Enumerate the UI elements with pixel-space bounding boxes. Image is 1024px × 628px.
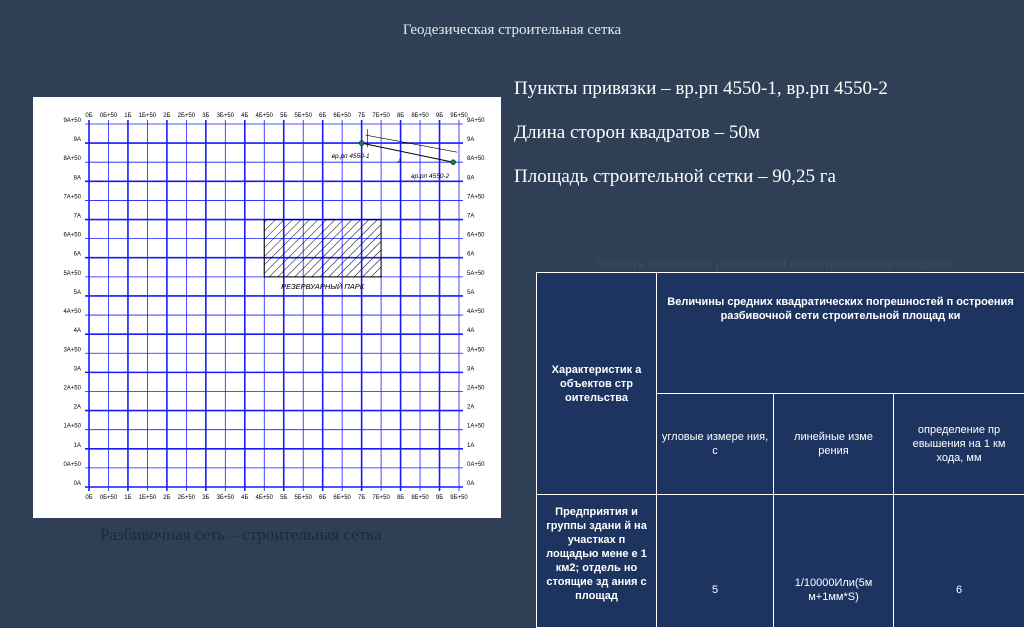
col-label-top: 7Б+50 xyxy=(372,113,390,119)
header-linear: линейные изме рения xyxy=(774,394,894,495)
col-label-bottom: 6Б+50 xyxy=(333,495,351,501)
table-row xyxy=(537,495,1024,628)
row-label-left: 9А+50 xyxy=(63,118,81,124)
reservoir-park-zone xyxy=(264,220,381,277)
col-label-bottom: 8Б xyxy=(397,495,404,501)
row-label-left: 4А+50 xyxy=(63,309,81,315)
row-label-right: 0А xyxy=(467,481,474,487)
row-label-left: 2А xyxy=(74,405,81,411)
row-label-right: 2А xyxy=(467,405,474,411)
col-label-bottom: 9Б xyxy=(436,495,443,501)
col-label-top: 1Б+50 xyxy=(139,113,157,119)
header-objects: Характеристик а объектов стр оительства xyxy=(537,273,657,495)
benchmark-2-label: вр.рп 4550-2 xyxy=(411,173,449,180)
header-height: определение пр евышения на 1 км хода, мм xyxy=(894,394,1024,495)
row-label-right: 9А+50 xyxy=(467,118,485,124)
row-label-left: 2А+50 xyxy=(63,385,81,391)
col-label-bottom: 4Б xyxy=(241,495,248,501)
row-label-right: 8А+50 xyxy=(467,156,485,162)
row-label-right: 1А+50 xyxy=(467,424,485,430)
col-label-top: 9Б+50 xyxy=(450,113,468,119)
row-label-left: 8А+50 xyxy=(63,156,81,162)
row-label-left: 3А xyxy=(74,366,81,372)
col-label-top: 1Б xyxy=(124,113,131,119)
col-label-bottom: 3Б+50 xyxy=(217,495,235,501)
accuracy-table xyxy=(536,272,1024,628)
col-label-top: 7Б xyxy=(358,113,365,119)
row-label-right: 4А xyxy=(467,328,474,334)
reservoir-park-label: РЕЗЕРВУАРНЫЙ ПАРК xyxy=(281,282,365,291)
benchmark-2-marker xyxy=(451,160,456,165)
col-label-top: 9Б xyxy=(436,113,443,119)
row-label-right: 5А+50 xyxy=(467,271,485,277)
col-label-top: 3Б xyxy=(202,113,209,119)
row-label-left: 5А+50 xyxy=(63,271,81,277)
col-label-top: 4Б+50 xyxy=(256,113,274,119)
row1-angular: 5 xyxy=(657,495,774,628)
col-label-top: 4Б xyxy=(241,113,248,119)
col-label-bottom: 2Б+50 xyxy=(178,495,196,501)
col-label-top: 8Б xyxy=(397,113,404,119)
col-label-top: 2Б xyxy=(163,113,170,119)
col-label-bottom: 0Б xyxy=(85,495,92,501)
col-label-top: 0Б xyxy=(85,113,92,119)
col-label-top: 0Б+50 xyxy=(100,113,118,119)
row-label-right: 6А xyxy=(467,252,474,258)
slide-title: Геодезическая строительная сетка xyxy=(0,22,1024,39)
row-label-right: 6А+50 xyxy=(467,233,485,239)
col-label-bottom: 1Б+50 xyxy=(139,495,157,501)
row-label-right: 3А xyxy=(467,366,474,372)
header-values: Величины средних квадратических погрешностей п остроения разбивочной сети строительной площад ки xyxy=(657,273,1024,394)
bullet-list xyxy=(514,74,888,206)
col-label-bottom: 1Б xyxy=(124,495,131,501)
row-label-right: 1А xyxy=(467,443,474,449)
col-label-bottom: 3Б xyxy=(202,495,209,501)
row-label-right: 8А xyxy=(467,175,474,181)
row1-object: Предприятия и группы здани й на участках п лощадью мене е 1 км2; отдель но стоящие зд ания с площад xyxy=(537,495,657,628)
col-label-top: 3Б+50 xyxy=(217,113,235,119)
col-label-bottom: 5Б+50 xyxy=(294,495,312,501)
col-label-bottom: 4Б+50 xyxy=(256,495,274,501)
row-label-right: 4А+50 xyxy=(467,309,485,315)
grid-drawing xyxy=(33,97,501,518)
grid-caption: Разбивочная сеть – строительная сетка xyxy=(100,525,450,545)
col-label-bottom: 0Б+50 xyxy=(100,495,118,501)
row-label-left: 6А xyxy=(74,252,81,258)
row-label-right: 0А+50 xyxy=(467,462,485,468)
row-label-right: 3А+50 xyxy=(467,347,485,353)
row-label-left: 1А xyxy=(74,443,81,449)
row-label-left: 8А xyxy=(74,175,81,181)
row-label-left: 3А+50 xyxy=(63,347,81,353)
table-header-row xyxy=(537,273,1024,394)
col-label-bottom: 7Б+50 xyxy=(372,495,390,501)
bullet-reference-points: Пункты привязки – вр.рп 4550-1, вр.рп 4550-2 xyxy=(514,74,888,118)
col-label-top: 8Б+50 xyxy=(411,113,429,119)
benchmark-1-marker xyxy=(359,141,364,146)
benchmark-1-label: вр.рп 4550-1 xyxy=(332,153,370,160)
col-label-top: 6Б+50 xyxy=(333,113,351,119)
table-caption: Точность построения разбивочной сети строительной площадки xyxy=(538,257,1010,271)
col-label-bottom: 5Б xyxy=(280,495,287,501)
bullet-grid-area: Площадь строительной сетки – 90,25 га xyxy=(514,162,888,206)
row-label-left: 5А xyxy=(74,290,81,296)
col-label-bottom: 6Б xyxy=(319,495,326,501)
row-label-left: 7А xyxy=(74,214,81,220)
col-label-bottom: 9Б+50 xyxy=(450,495,468,501)
row-label-right: 2А+50 xyxy=(467,385,485,391)
row1-height: 6 xyxy=(894,495,1024,628)
col-label-bottom: 8Б+50 xyxy=(411,495,429,501)
row-label-left: 4А xyxy=(74,328,81,334)
grid-svg xyxy=(33,97,501,518)
row-label-left: 0А xyxy=(74,481,81,487)
col-label-bottom: 7Б xyxy=(358,495,365,501)
col-label-top: 6Б xyxy=(319,113,326,119)
col-label-top: 5Б+50 xyxy=(294,113,312,119)
row-label-left: 0А+50 xyxy=(63,462,81,468)
col-label-top: 5Б xyxy=(280,113,287,119)
row-label-right: 7А xyxy=(467,214,474,220)
row-label-left: 7А+50 xyxy=(63,194,81,200)
row-label-right: 5А xyxy=(467,290,474,296)
row-label-right: 7А+50 xyxy=(467,194,485,200)
row-label-right: 9А xyxy=(467,137,474,143)
header-angular: угловые измере ния, с xyxy=(657,394,774,495)
row-label-left: 1А+50 xyxy=(63,424,81,430)
row-label-left: 6А+50 xyxy=(63,233,81,239)
bullet-square-side: Длина сторон квадратов – 50м xyxy=(514,118,888,162)
col-label-top: 2Б+50 xyxy=(178,113,196,119)
point-a-label: А xyxy=(397,159,402,165)
row1-linear: 1/10000Или(5м м+1мм*S) xyxy=(774,495,894,628)
row-label-left: 9А xyxy=(74,137,81,143)
col-label-bottom: 2Б xyxy=(163,495,170,501)
